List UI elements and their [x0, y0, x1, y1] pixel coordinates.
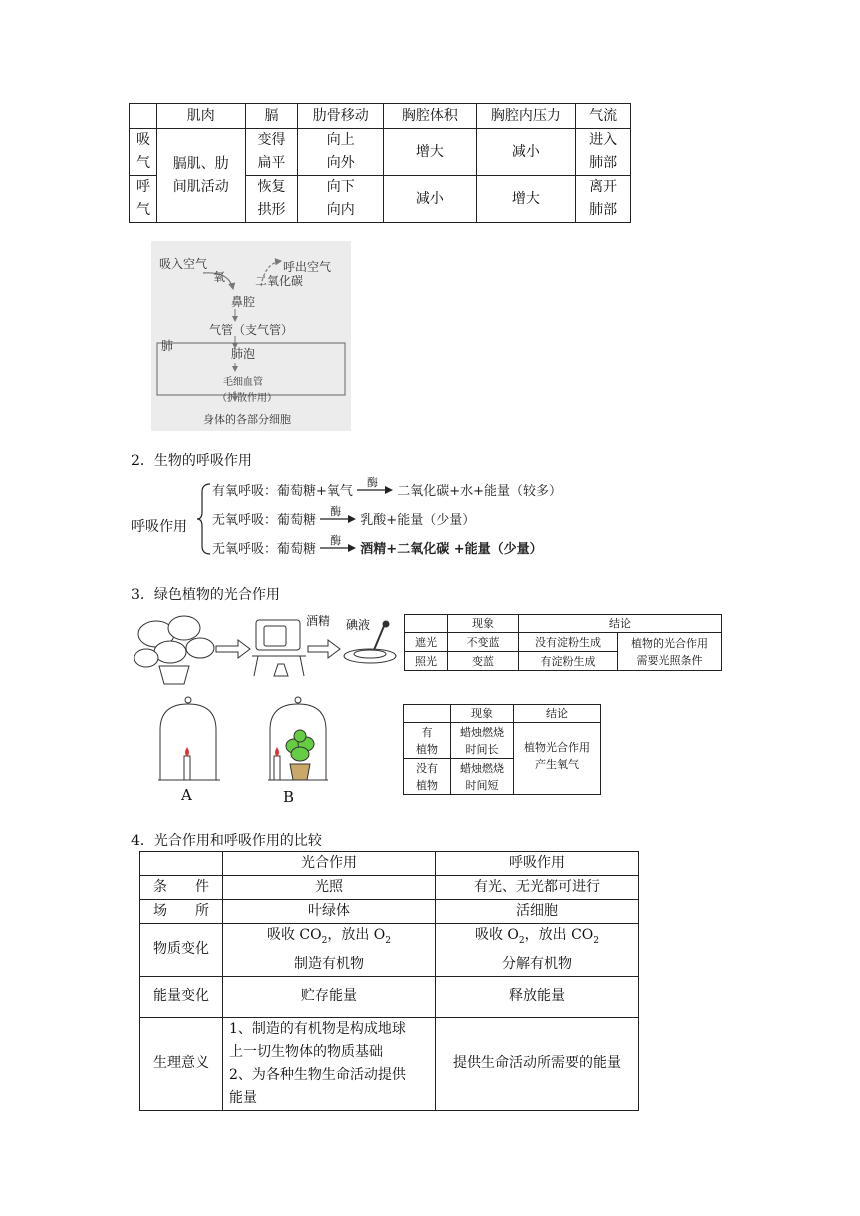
header-cell: 光合作用 [223, 852, 436, 876]
airflow-cell: 离开 肺部 [576, 176, 631, 223]
ribs-cell: 向下 向内 [298, 176, 384, 223]
header-cell: 现象 [451, 705, 514, 723]
table-cell: 吸收 $CO_2$，放出 $O_2$ 制造有机物 [223, 924, 436, 977]
table-cell: 不变蓝 [448, 633, 519, 652]
label-a: A [181, 786, 192, 804]
table-cell: 蜡烛燃烧 时间短 [451, 759, 514, 795]
table-cell: 照光 [405, 652, 448, 671]
enzyme-label: 酶 [367, 476, 379, 489]
header-cell: 膈 [245, 104, 298, 129]
body-cells-label: 身体的各部分细胞 [203, 413, 291, 426]
pressure-cell: 减小 [476, 129, 576, 176]
diffusion-label: （扩散作用） [217, 393, 277, 404]
bell-jar-a [158, 697, 220, 780]
exhale-air-label: 呼出空气 [283, 260, 332, 274]
conclusion-cell: 植物光合作用 产生氧气 [514, 723, 601, 795]
inhale-air-label: 吸入空气 [159, 257, 208, 271]
table-cell: 叶绿体 [223, 900, 436, 924]
header-cell [130, 104, 157, 129]
candle-result-table [403, 704, 601, 795]
section-3-title: 3．绿色植物的光合作用 [131, 587, 280, 603]
plant-icon [134, 616, 214, 684]
ribs-cell: 向上 向外 [298, 129, 384, 176]
label-b: B [283, 788, 295, 806]
header-cell: 肌肉 [156, 104, 245, 129]
alveoli-label: 肺泡 [231, 347, 256, 361]
diaphragm-cell: 变得 扁平 [245, 129, 298, 176]
volume-cell: 增大 [384, 129, 477, 176]
comparison-table [139, 851, 639, 1111]
lung-label: 肺 [161, 339, 174, 353]
nasal-label: 鼻腔 [231, 295, 256, 309]
respiration-label: 呼吸作用 [131, 519, 187, 535]
table-cell: 有淀粉生成 [519, 652, 618, 671]
header-cell: 气流 [576, 104, 631, 129]
table-cell: 有光、无光都可进行 [436, 876, 639, 900]
table-cell: 吸收 $O_2$，放出 $CO_2$ 分解有机物 [436, 924, 639, 977]
volume-cell: 减小 [384, 176, 477, 223]
header-cell [405, 615, 448, 633]
starch-result-table [404, 614, 722, 671]
iodine-label: 碘液 [346, 618, 371, 632]
co2-label: 二氧化碳 [255, 274, 304, 288]
bell-jar-b [268, 697, 328, 780]
header-cell: 肋骨移动 [298, 104, 384, 129]
section-2-title: 2．生物的呼吸作用 [131, 453, 252, 469]
table-cell: 提供生命活动所需要的能量 [436, 1017, 639, 1110]
header-cell [140, 852, 223, 876]
arrow-icon [308, 640, 340, 658]
arrow-icon [216, 640, 250, 658]
gas-exchange-diagram [151, 241, 351, 431]
header-cell: 胸腔内压力 [476, 104, 576, 129]
table-cell: 有 植物 [404, 723, 451, 759]
table-cell: 贮存能量 [223, 976, 436, 1017]
header-cell: 结论 [514, 705, 601, 723]
enzyme-label: 酶 [330, 505, 342, 518]
section-4-title: 4．光合作用和呼吸作用的比较 [131, 833, 322, 849]
row-label-inhale: 吸 气 [130, 129, 157, 176]
header-cell: 胸腔体积 [384, 104, 477, 129]
table-cell: 变蓝 [448, 652, 519, 671]
table-cell: 蜡烛燃烧 时间长 [451, 723, 514, 759]
aerobic-equation: 有氧呼吸：葡萄糖+氧气 酶 二氧化碳+水+能量（较多） [212, 476, 562, 499]
oxygen-label: 氧 [213, 270, 226, 284]
pressure-cell: 增大 [476, 176, 576, 223]
row-label: 能量变化 [140, 976, 223, 1017]
row-label: 生理意义 [140, 1017, 223, 1110]
row-label-exhale: 呼 气 [130, 176, 157, 223]
anaerobic-lactic-equation: 无氧呼吸：葡萄糖 酶 乳酸+能量（少量） [212, 505, 476, 528]
beaker-icon [252, 620, 306, 676]
breathing-table [129, 103, 631, 223]
alcohol-label: 酒精 [306, 614, 331, 628]
trachea-label: 气管（支气管） [209, 323, 294, 337]
brace-icon [196, 482, 212, 556]
capillary-label: 毛细血管 [223, 377, 263, 388]
table-cell: 释放能量 [436, 976, 639, 1017]
row-label: 物质变化 [140, 924, 223, 977]
header-cell: 呼吸作用 [436, 852, 639, 876]
header-cell: 现象 [448, 615, 519, 633]
conclusion-cell: 植物的光合作用 需要光照条件 [618, 633, 722, 671]
airflow-cell: 进入 肺部 [576, 129, 631, 176]
row-label: 条 件 [140, 876, 223, 900]
header-cell: 结论 [519, 615, 722, 633]
table-cell: 1、制造的有机物是构成地球 上一切生物体的物质基础 2、为各种生物生命活动提供 能量 [223, 1017, 436, 1110]
muscle-cell: 膈肌、肋 间肌活动 [156, 129, 245, 223]
header-cell [404, 705, 451, 723]
row-label: 场 所 [140, 900, 223, 924]
bell-jar-illustration [158, 696, 328, 786]
table-cell: 光照 [223, 876, 436, 900]
table-cell: 活细胞 [436, 900, 639, 924]
table-cell: 没有 植物 [404, 759, 451, 795]
enzyme-label: 酶 [330, 534, 342, 547]
diaphragm-cell: 恢复 拱形 [245, 176, 298, 223]
anaerobic-alcohol-equation: 无氧呼吸：葡萄糖 酶 酒精+二氧化碳 +能量（少量） [212, 534, 543, 557]
table-cell: 遮光 [405, 633, 448, 652]
table-cell: 没有淀粉生成 [519, 633, 618, 652]
